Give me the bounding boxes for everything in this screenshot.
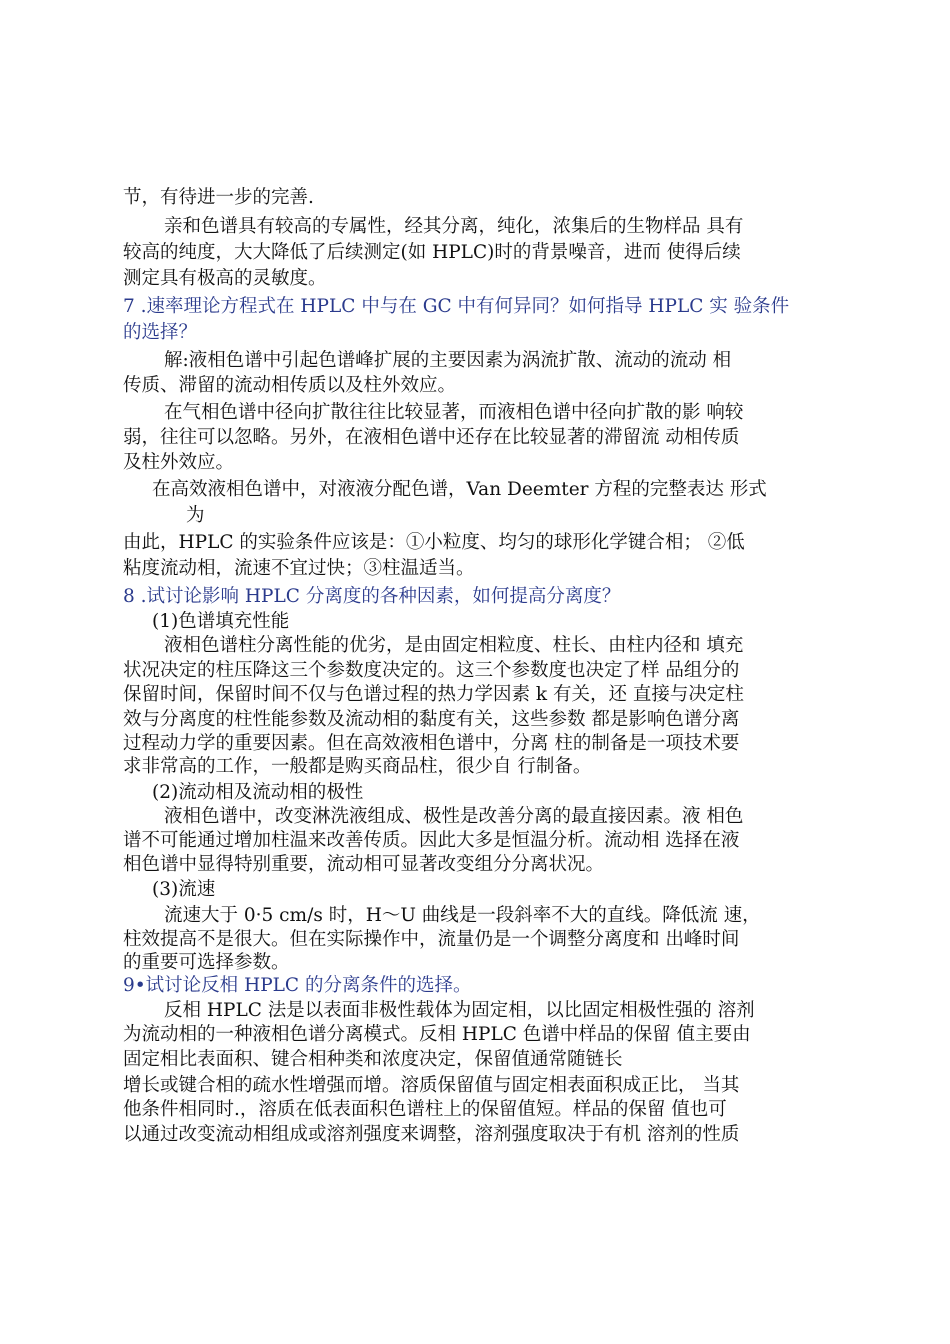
question-heading: 9•试讨论反相 HPLC 的分离条件的选择。 [123,975,472,996]
text-line: 为 [186,505,205,526]
text-line: 在气相色谱中径向扩散往往比较显著，而液相色谱中径向扩散的影 响较 [164,402,744,423]
subheading: (1)色谱填充性能 [152,611,290,632]
text-line: 液相色谱中，改变淋洗液组成、极性是改善分离的最直接因素。液 相色 [164,806,744,827]
text-line: 传质、滞留的流动相传质以及柱外效应。 [123,375,457,396]
text-line: 反相 HPLC 法是以表面非极性载体为固定相，以比固定相极性强的 溶剂 [164,1000,755,1021]
text-line: 由此，HPLC 的实验条件应该是：①小粒度、均匀的球形化学键合相； ②低 [123,532,745,553]
text-line: 亲和色谱具有较高的专属性，经其分离，纯化，浓集后的生物样品 具有 [164,216,744,237]
text-line: 节，有待进一步的完善. [123,187,314,208]
text-line: 较高的纯度，大大降低了后续测定(如 HPLC)时的背景噪音，进而 使得后续 [123,242,741,263]
text-line: 固定相比表面积、键合相种类和浓度决定，保留值通常随链长 [123,1049,623,1070]
text-line: 相色谱中显得特别重要，流动相可显著改变组分分离状况。 [123,854,605,875]
text-line: 弱，往往可以忽略。另外，在液相色谱中还存在比较显著的滞留流 动相传质 [123,427,740,448]
subheading: (2)流动相及流动相的极性 [152,782,364,803]
subheading: (3)流速 [152,879,216,900]
text-line: 在高效液相色谱中，对液液分配色谱，Van Deemter 方程的完整表达 形式 [152,479,767,500]
text-line: 测定具有极高的灵敏度。 [123,268,327,289]
text-line: 以通过改变流动相组成或溶剂强度来调整，溶剂强度取决于有机 溶剂的性质 [123,1124,740,1145]
text-line: 的重要可选择参数。 [123,952,290,973]
text-line: 粘度流动相，流速不宜过快；③柱温适当。 [123,558,475,579]
text-line: 效与分离度的柱性能参数及流动相的黏度有关，这些参数 都是影响色谱分离 [123,709,740,730]
text-line: 状况决定的柱压降这三个参数度决定的。这三个参数度也决定了样 品组分的 [123,660,740,681]
text-line: 他条件相同时.，溶质在低表面积色谱柱上的保留值短。样品的保留 值也可 [123,1099,727,1120]
text-line: 谱不可能通过增加柱温来改善传质。因此大多是恒温分析。流动相 选择在液 [123,830,740,851]
text-line: 过程动力学的重要因素。但在高效液相色谱中，分离 柱的制备是一项技术要 [123,733,740,754]
text-line: 流速大于 0·5 cm/s 时，H〜U 曲线是一段斜率不大的直线。降低流 速， [164,905,761,926]
question-heading: 7 .速率理论方程式在 HPLC 中与在 GC 中有何异同？如何指导 HPLC 实 验条件 [123,296,790,317]
text-line: 增长或键合相的疏水性增强而增。溶质保留值与固定相表面积成正比， 当其 [123,1075,740,1096]
question-heading: 8 .试讨论影响 HPLC 分离度的各种因素，如何提高分离度？ [123,586,621,607]
text-line: 柱效提高不是很大。但在实际操作中，流量仍是一个调整分离度和 出峰时间 [123,929,740,950]
text-line: 液相色谱柱分离性能的优劣，是由固定相粒度、柱长、由柱内径和 填充 [164,635,744,656]
text-line: 保留时间，保留时间不仅与色谱过程的热力学因素 k 有关，还 直接与决定柱 [123,684,744,705]
text-line: 求非常高的工作，一般都是购买商品柱，很少自 行制备。 [123,756,592,777]
text-line: 及柱外效应。 [123,452,235,473]
text-line: 为流动相的一种液相色谱分离模式。反相 HPLC 色谱中样品的保留 值主要由 [123,1024,751,1045]
question-heading: 的选择？ [123,322,198,343]
text-line: 解:液相色谱中引起色谱峰扩展的主要因素为涡流扩散、流动的流动 相 [164,350,732,371]
